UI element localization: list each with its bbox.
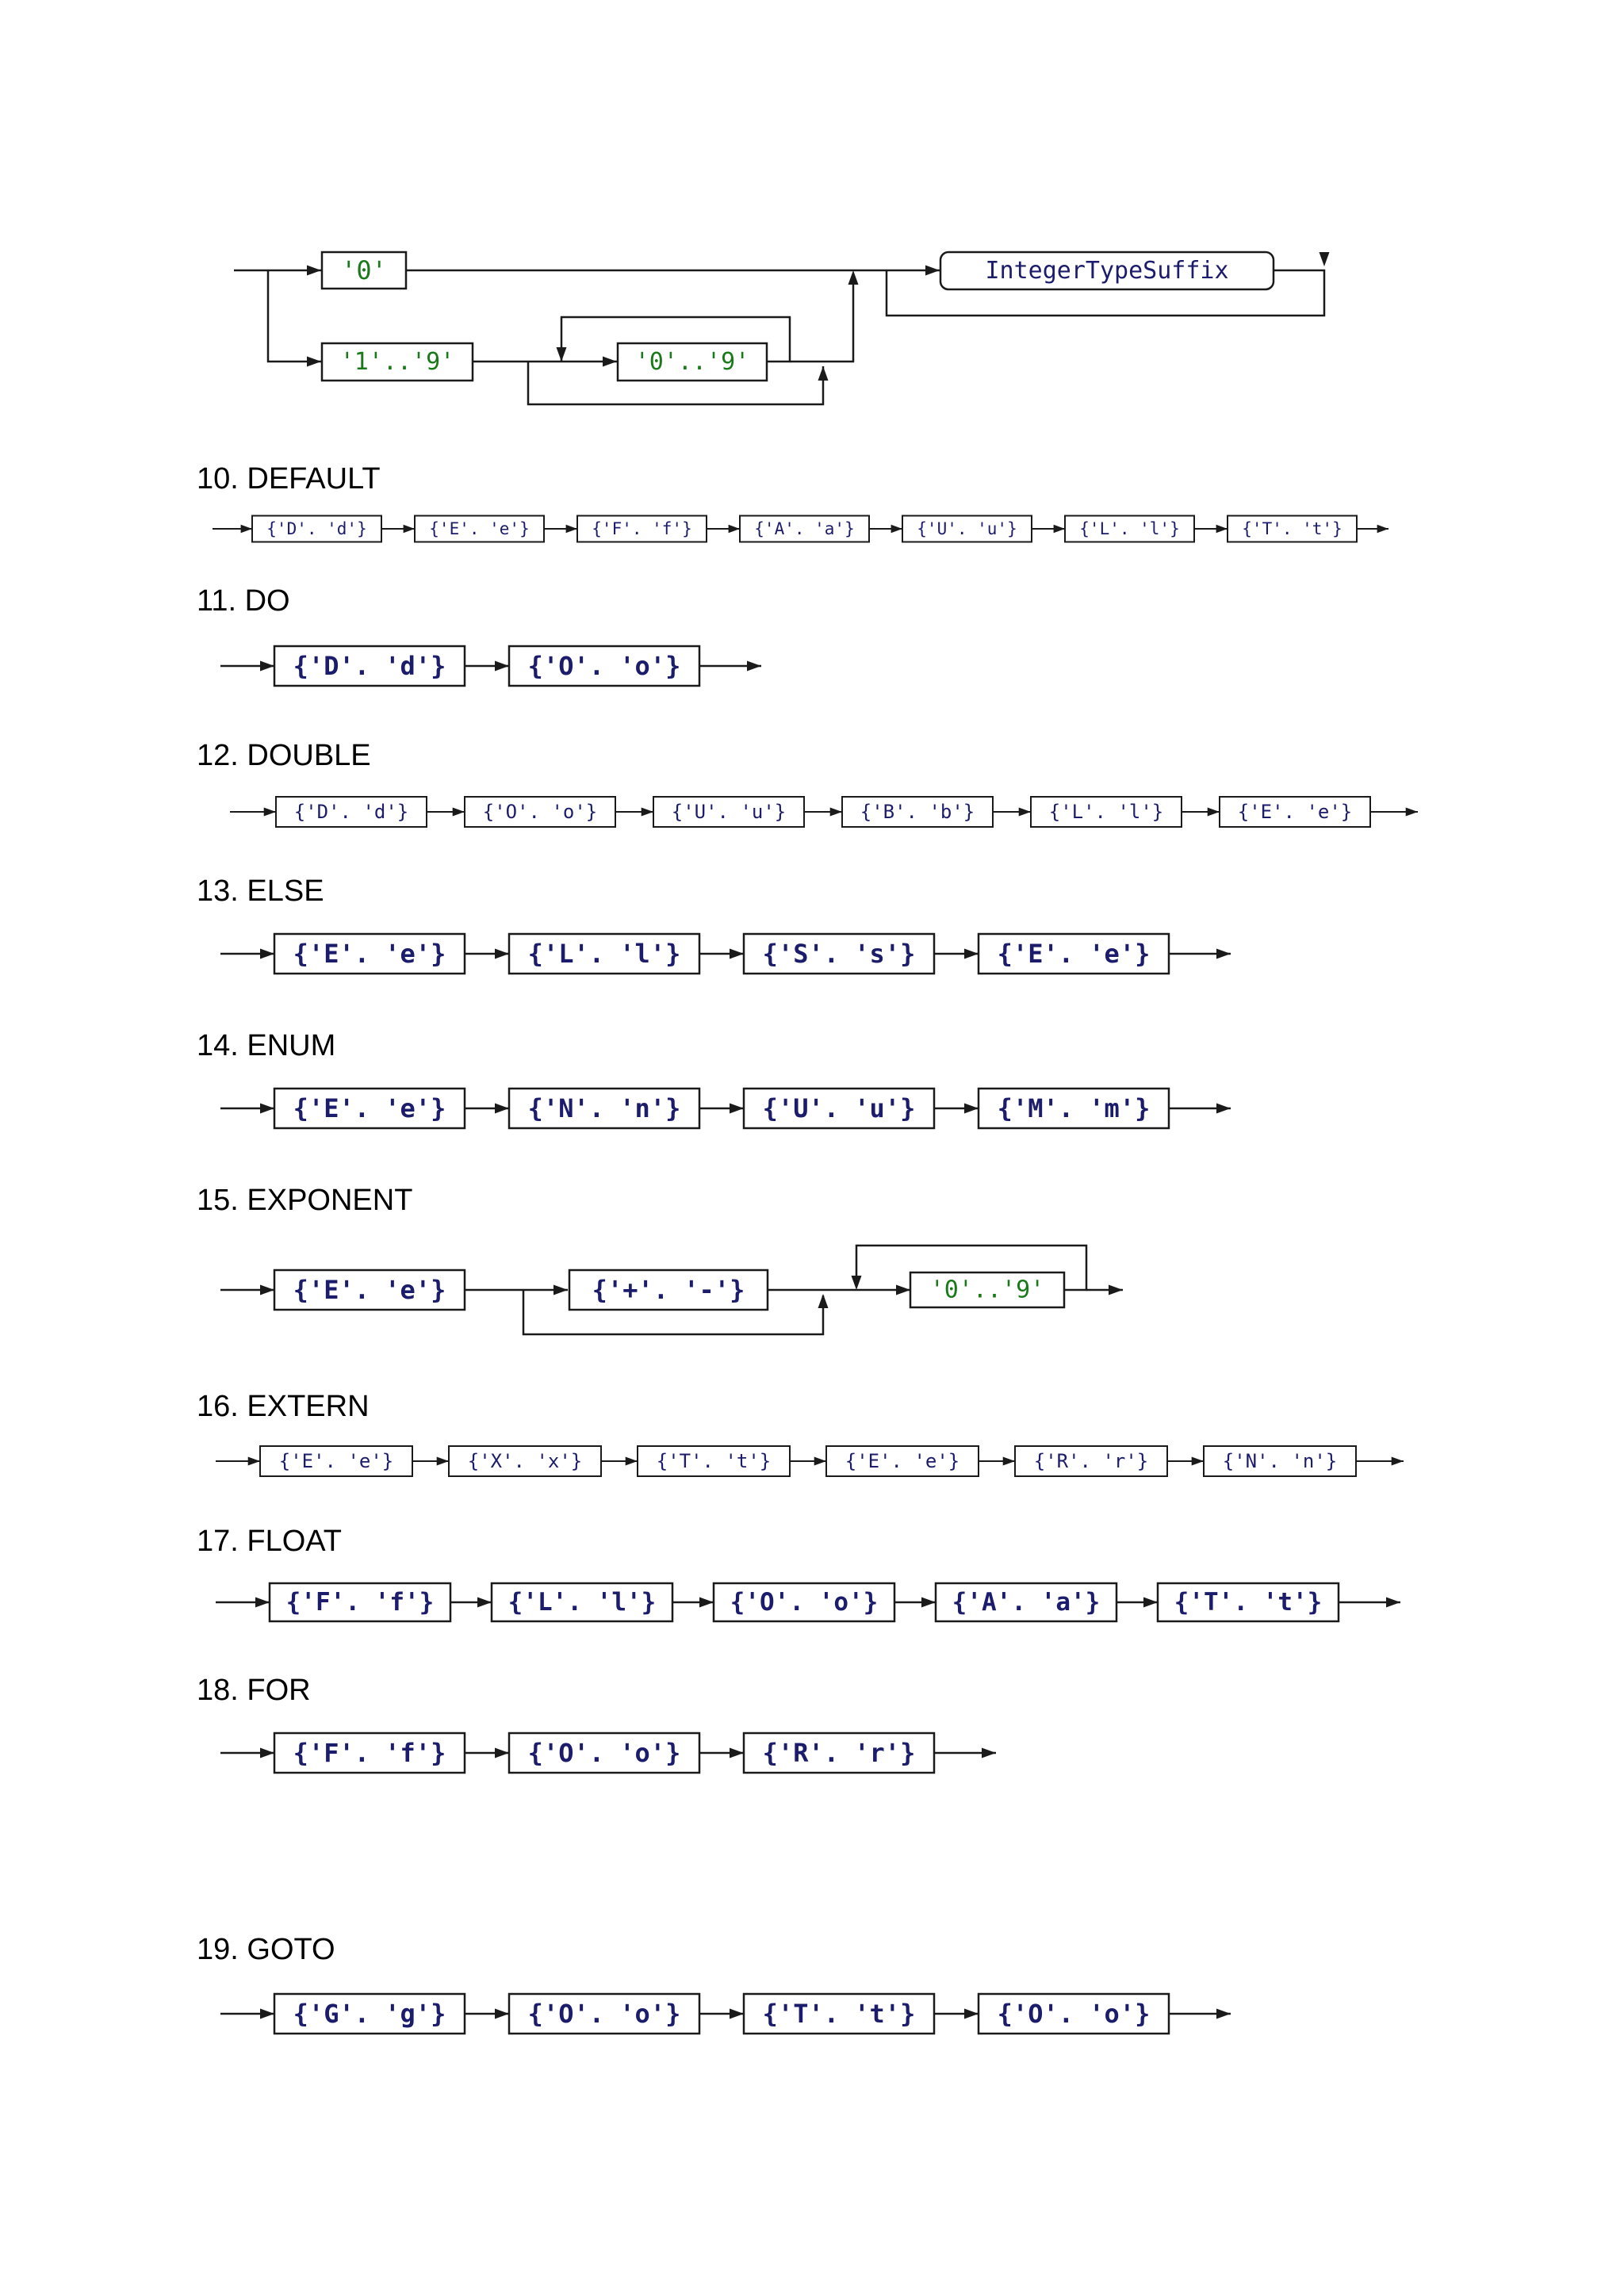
arrowhead-right xyxy=(255,1598,270,1608)
arrowhead-down xyxy=(852,1276,862,1290)
connector-line xyxy=(268,270,321,362)
token-label: {'O'. 'o'} xyxy=(997,1999,1151,2029)
rule-9-diagram xyxy=(220,1994,1231,2034)
arrowhead-right xyxy=(814,1456,826,1465)
arrowhead-right xyxy=(1216,525,1228,533)
rule-heading: 14. ENUM xyxy=(197,1029,336,1062)
arrowhead-right xyxy=(1392,1456,1404,1465)
arrowhead-right xyxy=(964,1104,979,1114)
token-label: {'D'. 'd'} xyxy=(266,519,367,538)
token-label: {'N'. 'n'} xyxy=(527,1093,681,1123)
arrowhead-right xyxy=(730,1748,744,1758)
zero-literal-label: '0' xyxy=(341,255,387,285)
rule-6-diagram xyxy=(216,1446,1404,1476)
token-label: {'F'. 'f'} xyxy=(592,519,692,538)
arrowhead-right xyxy=(477,1598,492,1608)
arrowhead-right xyxy=(260,1748,274,1758)
arrowhead-right xyxy=(553,1285,568,1295)
arrowhead-right xyxy=(495,661,509,672)
arrowhead-right xyxy=(1109,1285,1123,1295)
rule-heading: 18. FOR xyxy=(197,1674,311,1707)
rule-2-diagram xyxy=(230,797,1418,827)
arrowhead-right xyxy=(437,1456,449,1465)
nonzero-digit-label: '1'..'9' xyxy=(339,348,455,376)
arrowhead-up xyxy=(818,366,829,381)
arrowhead-down xyxy=(1320,252,1330,266)
token-label: {'E'. 'e'} xyxy=(293,939,446,969)
arrowhead-right xyxy=(307,357,321,367)
arrowhead-right xyxy=(260,1104,274,1114)
arrowhead-right xyxy=(1143,1598,1158,1608)
rule-5-diagram xyxy=(220,1246,1123,1334)
token-label: {'F'. 'f'} xyxy=(293,1738,446,1768)
arrowhead-right xyxy=(1192,1456,1204,1465)
arrowhead-right xyxy=(495,2009,509,2019)
arrowhead-down xyxy=(557,347,567,362)
arrowhead-right xyxy=(307,266,321,276)
arrowhead-right xyxy=(730,1104,744,1114)
token-label: {'L'. 'l'} xyxy=(527,939,681,969)
token-label: '0'..'9' xyxy=(929,1276,1045,1304)
token-label: {'N'. 'n'} xyxy=(1222,1450,1338,1472)
token-label: {'E'. 'e'} xyxy=(293,1275,446,1305)
token-label: {'D'. 'd'} xyxy=(293,801,409,823)
token-label: {'O'. 'o'} xyxy=(527,651,681,681)
rule-heading: 17. FLOAT xyxy=(197,1525,343,1558)
token-label: {'E'. 'e'} xyxy=(997,939,1151,969)
rule-heading: 16. EXTERN xyxy=(197,1390,370,1423)
arrowhead-right xyxy=(896,1285,910,1295)
rule-4-diagram xyxy=(220,1089,1231,1128)
rule-8-diagram xyxy=(220,1733,996,1773)
arrowhead-right xyxy=(1208,807,1220,816)
token-label: {'L'. 'l'} xyxy=(1048,801,1164,823)
token-label: {'D'. 'd'} xyxy=(293,651,446,681)
token-label: {'T'. 't'} xyxy=(762,1999,916,2029)
integer-type-suffix-label: IntegerTypeSuffix xyxy=(985,257,1229,285)
arrowhead-right xyxy=(730,2009,744,2019)
arrowhead-right xyxy=(495,949,509,959)
arrowhead-right xyxy=(964,2009,979,2019)
arrowhead-right xyxy=(1054,525,1065,533)
rule-heading: 10. DEFAULT xyxy=(197,462,381,496)
arrowhead-right xyxy=(830,807,842,816)
arrowhead-right xyxy=(404,525,415,533)
token-label: {'R'. 'r'} xyxy=(1033,1450,1149,1472)
rule-7-diagram xyxy=(216,1583,1400,1621)
arrowhead-right xyxy=(925,266,940,276)
token-label: {'F'. 'f'} xyxy=(285,1588,435,1617)
token-label: {'L'. 'l'} xyxy=(508,1588,657,1617)
arrowhead-right xyxy=(260,661,274,672)
token-label: {'E'. 'e'} xyxy=(429,519,530,538)
arrowhead-right xyxy=(747,661,761,672)
arrowhead-right xyxy=(1377,525,1388,533)
rule-heading: 12. DOUBLE xyxy=(197,739,371,772)
arrowhead-right xyxy=(566,525,577,533)
token-label: {'U'. 'u'} xyxy=(671,801,787,823)
arrowhead-up xyxy=(848,270,859,285)
rule-0-diagram xyxy=(213,516,1388,542)
arrowhead-right xyxy=(982,1748,996,1758)
rule-heading: 19. GOTO xyxy=(197,1933,335,1966)
token-label: {'B'. 'b'} xyxy=(860,801,975,823)
arrowhead-right xyxy=(453,807,465,816)
arrowhead-right xyxy=(1386,1598,1400,1608)
arrowhead-right xyxy=(1406,807,1418,816)
token-label: {'+'. '-'} xyxy=(592,1275,745,1305)
token-label: {'O'. 'o'} xyxy=(527,1999,681,2029)
token-label: {'A'. 'a'} xyxy=(952,1588,1101,1617)
token-label: {'U'. 'u'} xyxy=(762,1093,916,1123)
token-label: {'T'. 't'} xyxy=(1242,519,1342,538)
arrowhead-up xyxy=(818,1294,829,1308)
token-label: {'T'. 't'} xyxy=(1174,1588,1323,1617)
token-label: {'E'. 'e'} xyxy=(278,1450,394,1472)
token-label: {'E'. 'e'} xyxy=(293,1093,446,1123)
token-label: {'S'. 's'} xyxy=(762,939,916,969)
arrowhead-right xyxy=(1216,1104,1231,1114)
arrowhead-right xyxy=(626,1456,638,1465)
arrowhead-right xyxy=(260,949,274,959)
arrowhead-right xyxy=(891,525,902,533)
token-label: {'E'. 'e'} xyxy=(1237,801,1353,823)
arrowhead-right xyxy=(495,1104,509,1114)
arrowhead-right xyxy=(729,525,740,533)
rule-heading: 15. EXPONENT xyxy=(197,1184,413,1217)
token-label: {'X'. 'x'} xyxy=(467,1450,583,1472)
token-label: {'A'. 'a'} xyxy=(754,519,855,538)
arrowhead-right xyxy=(1003,1456,1015,1465)
token-label: {'O'. 'o'} xyxy=(482,801,598,823)
integer-literal-diagram xyxy=(234,252,1330,404)
arrowhead-right xyxy=(603,357,617,367)
token-label: {'O'. 'o'} xyxy=(730,1588,879,1617)
token-label: {'O'. 'o'} xyxy=(527,1738,681,1768)
arrowhead-right xyxy=(1019,807,1031,816)
token-label: {'G'. 'g'} xyxy=(293,1999,446,2029)
arrowhead-right xyxy=(699,1598,714,1608)
arrowhead-right xyxy=(495,1748,509,1758)
arrowhead-right xyxy=(1216,949,1231,959)
rule-heading: 11. DO xyxy=(197,584,290,618)
arrowhead-right xyxy=(260,1285,274,1295)
token-label: {'L'. 'l'} xyxy=(1079,519,1180,538)
rule-heading: 13. ELSE xyxy=(197,874,324,908)
rule-3-diagram xyxy=(220,934,1231,974)
connector-line xyxy=(790,276,853,362)
token-label: {'U'. 'u'} xyxy=(917,519,1017,538)
arrowhead-right xyxy=(921,1598,936,1608)
digit-loop-label: '0'..'9' xyxy=(634,348,750,376)
arrowhead-right xyxy=(964,949,979,959)
arrowhead-right xyxy=(642,807,653,816)
arrowhead-right xyxy=(264,807,276,816)
arrowhead-right xyxy=(241,525,252,533)
token-label: {'R'. 'r'} xyxy=(762,1738,916,1768)
arrowhead-right xyxy=(1216,2009,1231,2019)
token-label: {'E'. 'e'} xyxy=(845,1450,960,1472)
token-label: {'T'. 't'} xyxy=(656,1450,772,1472)
rule-1-diagram xyxy=(220,646,761,686)
arrowhead-right xyxy=(260,2009,274,2019)
token-label: {'M'. 'm'} xyxy=(997,1093,1151,1123)
arrowhead-right xyxy=(248,1456,260,1465)
arrowhead-right xyxy=(730,949,744,959)
